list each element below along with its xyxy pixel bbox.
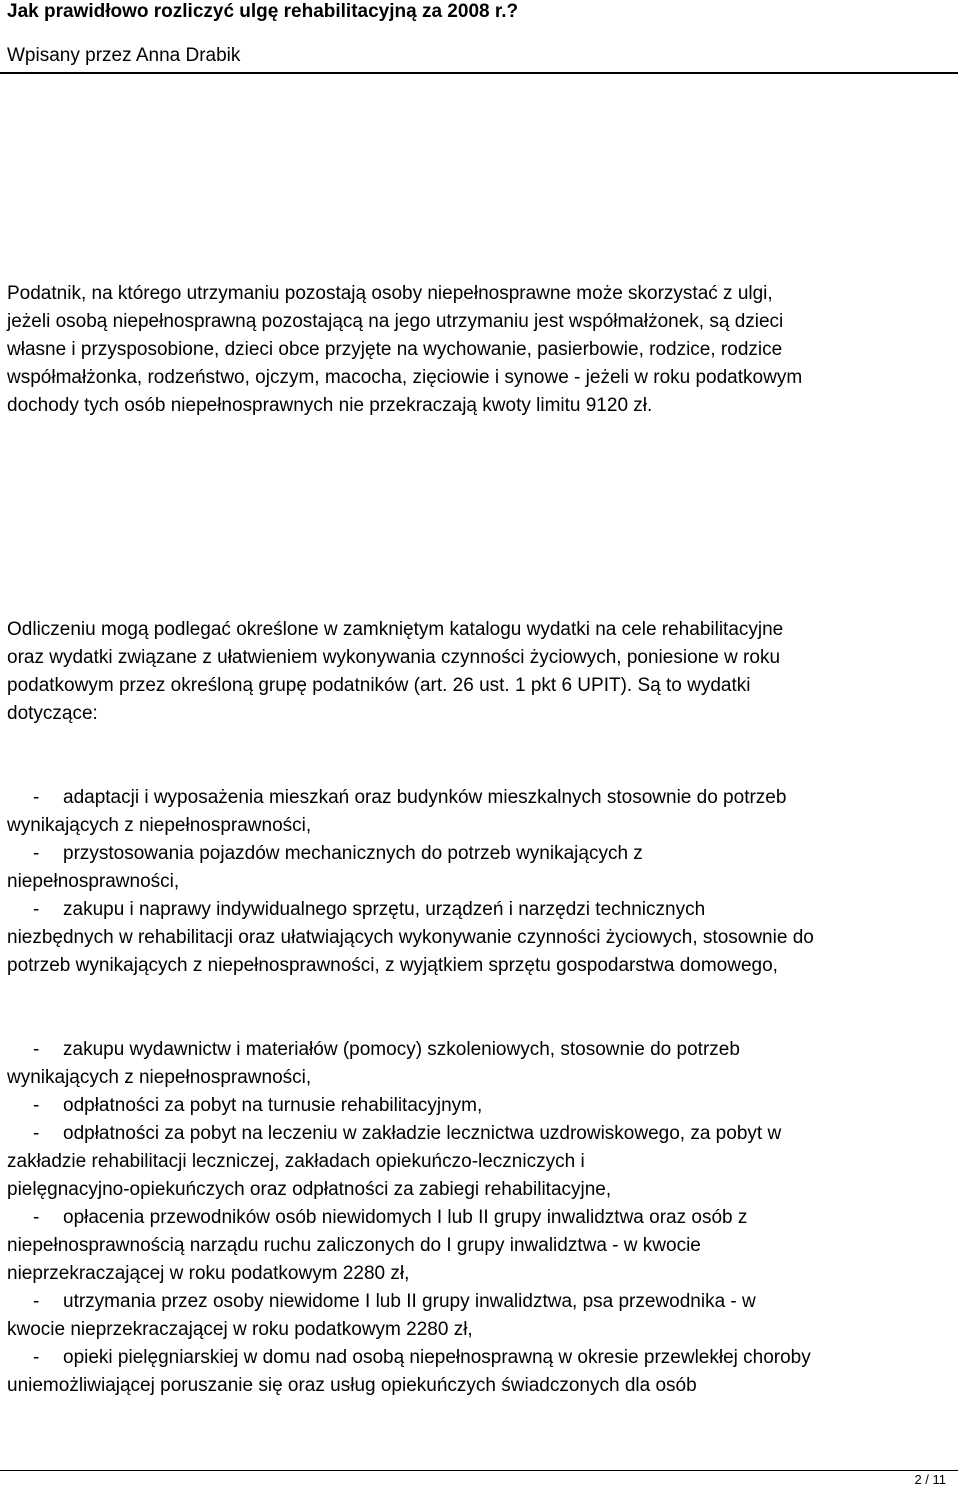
list-item-continuation: nieprzekraczającej w roku podatkowym 2280 zł, (7, 1263, 410, 1284)
text-line: własne i przysposobione, dzieci obce przyjęte na wychowanie, pasierbowie, rodzice, rodzice (7, 339, 783, 360)
list-item-continuation: zakładzie rehabilitacji leczniczej, zakładach opiekuńczo-leczniczych i (7, 1151, 585, 1172)
list-item-text: przystosowania pojazdów mechanicznych do potrzeb wynikających z (63, 843, 643, 864)
page-title: Jak prawidłowo rozliczyć ulgę rehabilitacyjną za 2008 r.? (7, 1, 519, 22)
list-item-continuation: potrzeb wynikających z niepełnosprawności, z wyjątkiem sprzętu gospodarstwa domowego, (7, 955, 778, 976)
list-bullet-dash: - (33, 1039, 40, 1060)
list-bullet-dash: - (33, 1291, 40, 1312)
list-bullet-dash: - (33, 1095, 40, 1116)
list-item-continuation: wynikających z niepełnosprawności, (7, 815, 312, 836)
list-item-continuation: niepełnosprawności, (7, 871, 180, 892)
list-bullet-dash: - (33, 1347, 40, 1368)
header-divider (0, 72, 958, 74)
page-number: 2 / 11 (914, 1472, 946, 1487)
list-item (7, 896, 957, 924)
list-item (7, 1344, 957, 1372)
list-bullet-dash: - (33, 1207, 40, 1228)
list-item-text: odpłatności za pobyt na turnusie rehabilitacyjnym, (63, 1095, 483, 1116)
paragraph-eligibility (7, 280, 957, 420)
list-item-text: opieki pielęgniarskiej w domu nad osobą niepełnosprawną w okresie przewlekłej choroby (63, 1347, 811, 1368)
list-bullet-dash: - (33, 1123, 40, 1144)
list-bullet-dash: - (33, 787, 40, 808)
text-line: współmałżonka, rodzeństwo, ojczym, macocha, zięciowie i synowe - jeżeli w roku podatkowym (7, 367, 803, 388)
list-item (7, 1036, 957, 1064)
list-item-text: opłacenia przewodników osób niewidomych I lub II grupy inwalidztwa oraz osób z (63, 1207, 748, 1228)
list-item-continuation: niepełnosprawnością narządu ruchu zaliczonych do I grupy inwalidztwa - w kwocie (7, 1235, 701, 1256)
list-item (7, 1204, 957, 1232)
text-line: dotyczące: (7, 703, 98, 724)
list-item-continuation: uniemożliwiającej poruszanie się oraz usług opiekuńczych świadczonych dla osób (7, 1375, 697, 1396)
list-item-text: zakupu i naprawy indywidualnego sprzętu, urządzeń i narzędzi technicznych (63, 899, 706, 920)
footer-divider (0, 1470, 958, 1471)
paragraph-deductions (7, 616, 957, 728)
list-item-continuation: wynikających z niepełnosprawności, (7, 1067, 312, 1088)
author-byline: Wpisany przez Anna Drabik (7, 45, 241, 66)
expense-list-part-1 (7, 784, 957, 980)
list-item (7, 784, 957, 812)
list-bullet-dash: - (33, 843, 40, 864)
list-item-text: utrzymania przez osoby niewidome I lub II grupy inwalidztwa, psa przewodnika - w (63, 1291, 756, 1312)
text-line: podatkowym przez określoną grupę podatników (art. 26 ust. 1 pkt 6 UPIT). Są to wydatki (7, 675, 751, 696)
text-line: dochody tych osób niepełnosprawnych nie przekraczają kwoty limitu 9120 zł. (7, 395, 653, 416)
list-item-continuation: pielęgnacyjno-opiekuńczych oraz odpłatności za zabiegi rehabilitacyjne, (7, 1179, 612, 1200)
text-line: oraz wydatki związane z ułatwieniem wykonywania czynności życiowych, poniesione w roku (7, 647, 781, 668)
list-item-text: zakupu wydawnictw i materiałów (pomocy) szkoleniowych, stosownie do potrzeb (63, 1039, 740, 1060)
expense-list-part-2 (7, 1036, 957, 1400)
list-item (7, 1120, 957, 1148)
list-item (7, 1092, 957, 1120)
list-item-continuation: kwocie nieprzekraczającej w roku podatkowym 2280 zł, (7, 1319, 473, 1340)
text-line: Podatnik, na którego utrzymaniu pozostają osoby niepełnosprawne może skorzystać z ulgi, (7, 283, 773, 304)
list-item (7, 840, 957, 868)
list-bullet-dash: - (33, 899, 40, 920)
text-line: Odliczeniu mogą podlegać określone w zamkniętym katalogu wydatki na cele rehabilitacyjne (7, 619, 784, 640)
text-line: jeżeli osobą niepełnosprawną pozostającą na jego utrzymaniu jest współmałżonek, są dzieci (7, 311, 784, 332)
list-item-continuation: niezbędnych w rehabilitacji oraz ułatwiających wykonywanie czynności życiowych, stosownie do (7, 927, 814, 948)
list-item-text: odpłatności za pobyt na leczeniu w zakładzie lecznictwa uzdrowiskowego, za pobyt w (63, 1123, 782, 1144)
list-item-text: adaptacji i wyposażenia mieszkań oraz budynków mieszkalnych stosownie do potrzeb (63, 787, 787, 808)
list-item (7, 1288, 957, 1316)
